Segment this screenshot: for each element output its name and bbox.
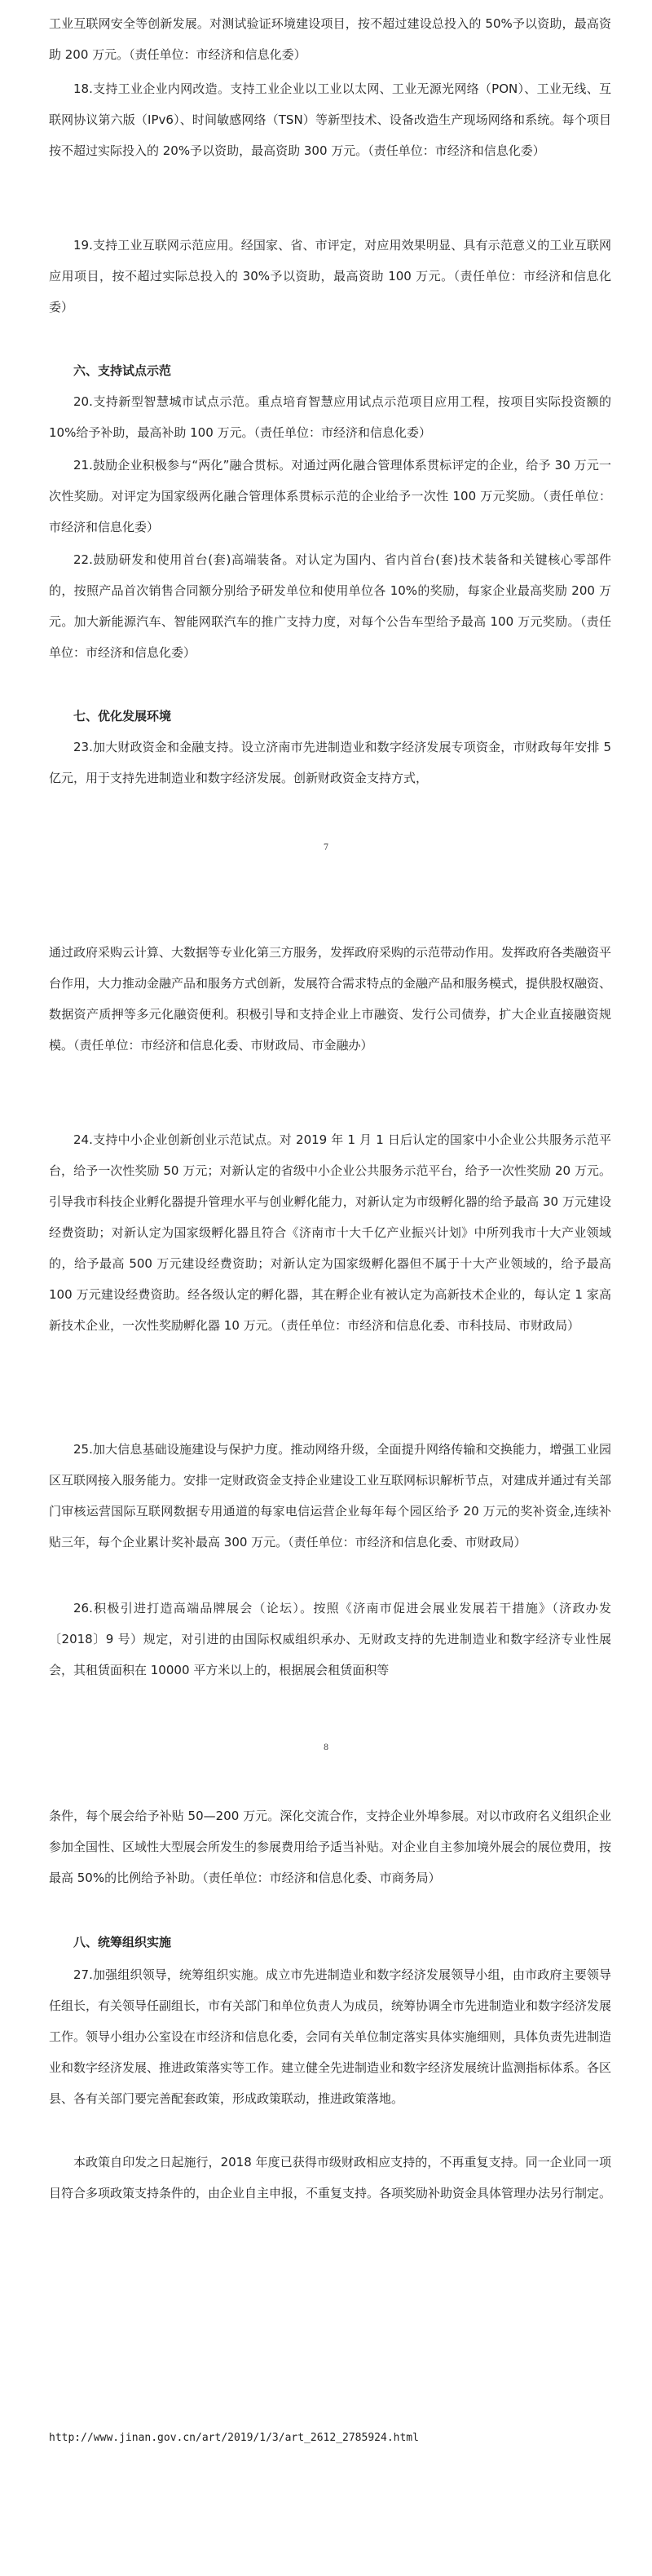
paragraph-17-cont: 工业互联网安全等创新发展。对测试验证环境建设项目，按不超过建设总投入的 50%予以资助，最高资助 200 万元。（责任单位：市经济和信息化委）: [49, 16, 611, 62]
page-number: 8: [323, 1743, 329, 1752]
page-1: [0, 0, 652, 888]
page-number: 7: [323, 843, 329, 852]
paragraph-23: 23.加大财政资金和金融支持。设立济南市先进制造业和数字经济发展专项资金，市财政每年安排 5 亿元，用于支持先进制造业和数字经济发展。创新财政资金支持方式，: [49, 740, 611, 785]
paragraph-18: 18.支持工业企业内网改造。支持工业企业以工业以太网、工业无源光网络（PON）、工业无线、互联网协议第六版（IPv6）、时间敏感网络（TSN）等新型技术、设备改造生产现场网络和系统。每个项目按不超过实际投入的 20%予以资助，最高资助 300 万元。（责任单位：市经济和信息化委）: [49, 81, 611, 158]
paragraph-26: 26.积极引进打造高端品牌展会（论坛）。按照《济南市促进会展业发展若干措施》（济政办发〔2018〕9 号）规定，对引进的由国际权威组织承办、无财政支持的先进制造业和数字经济专业性展会，其租赁面积在 10000 平方米以上的，根据展会租赁面积等: [49, 1601, 611, 1677]
page-3: [0, 1792, 652, 2576]
paragraph-26-cont: 条件，每个展会给予补贴 50—200 万元。深化交流合作，支持企业外埠参展。对以市政府名义组织企业参加全国性、区域性大型展会所发生的参展费用给予适当补贴。对企业自主参加境外展会的展位费用，按最高 50%的比例给予补助。（责任单位：市经济和信息化委、市商务局）: [49, 1809, 612, 1885]
paragraph-20: 20.支持新型智慧城市试点示范。重点培育智慧应用试点示范项目应用工程，按项目实际投资额的 10%给予补助，最高补助 100 万元。（责任单位：市经济和信息化委）: [49, 394, 611, 440]
paragraph-27: 27.加强组织领导，统筹组织实施。成立市先进制造业和数字经济发展领导小组，由市政府主要领导任组长，有关领导任副组长，市有关部门和单位负责人为成员，统筹协调全市先进制造业和数字经济发展工作。领导小组办公室设在市经济和信息化委，会同有关单位制定落实具体实施细则，具体负责先进制造业和数字经济发展、推进政策落实等工作。建立健全先进制造业和数字经济发展统计监测指标体系。各区县、各有关部门要完善配套政策，形成政策联动，推进政策落地。: [49, 1967, 612, 2106]
closing-paragraph: 本政策自印发之日起施行，2018 年度已获得市级财政相应支持的，不再重复支持。同一企业同一项目符合多项政策支持条件的，由企业自主申报，不重复支持。各项奖励补助资金具体管理办法另行制定。: [49, 2155, 612, 2200]
heading-section-6: 六、支持试点示范: [73, 363, 172, 378]
paragraph-25: 25.加大信息基础设施建设与保护力度。推动网络升级，全面提升网络传输和交换能力，增强工业园区互联网接入服务能力。安排一定财政资金支持企业建设工业互联网标识解析节点，对建成并通过有关部门审核运营国际互联网数据专用通道的每家电信运营企业每年每个园区给予 20 万元的奖补资金,连续补贴三年，每个企业累计奖补最高 300 万元。（责任单位：市经济和信息化委、市财政局）: [49, 1442, 612, 1550]
paragraph-19: 19.支持工业互联网示范应用。经国家、省、市评定，对应用效果明显、具有示范意义的工业互联网应用项目，按不超过实际总投入的 30%予以资助，最高资助 100 万元。（责任单位：市经济和信息化委）: [49, 238, 611, 314]
heading-section-7: 七、优化发展环境: [73, 709, 172, 723]
heading-section-8: 八、统筹组织实施: [73, 1935, 172, 1950]
paragraph-23-cont: 通过政府采购云计算、大数据等专业化第三方服务，发挥政府采购的示范带动作用。发挥政府各类融资平台作用，大力推动金融产品和服务方式创新，发展符合需求特点的金融产品和服务模式，提供股权融资、数据资产质押等多元化融资便利。积极引导和支持企业上市融资、发行公司债券，扩大企业直接融资规模。（责任单位：市经济和信息化委、市财政局、市金融办）: [49, 945, 612, 1053]
page-2: [0, 888, 652, 1760]
paragraph-22: 22.鼓励研发和使用首台(套)高端装备。对认定为国内、省内首台(套)技术装备和关键核心零部件的，按照产品首次销售合同额分别给予研发单位和使用单位各 10%的奖励，每家企业最高奖励 200 万元。加大新能源汽车、智能网联汽车的推广支持力度，对每个公告车型给予最高 100 万元奖励。（责任单位：市经济和信息化委）: [49, 552, 611, 660]
paragraph-24: 24.支持中小企业创新创业示范试点。对 2019 年 1 月 1 日后认定的国家中小企业公共服务示范平台，给予一次性奖励 50 万元；对新认定的省级中小企业公共服务示范平台，给予一次性奖励 20 万元。引导我市科技企业孵化器提升管理水平与创业孵化能力，对新认定为市级孵化器的给予最高 30 万元建设经费资助；对新认定为国家级孵化器且符合《济南市十大千亿产业振兴计划》中所列我市十大产业领域的，给予最高 500 万元建设经费资助；对新认定为国家级孵化器但不属于十大产业领域的，给予最高 100 万元建设经费资助。经各级认定的孵化器，其在孵企业有被认定为高新技术企业的，每认定 1 家高新技术企业，一次性奖励孵化器 10 万元。（责任单位：市经济和信息化委、市科技局、市财政局）: [49, 1132, 611, 1333]
source-url: http://www.jinan.gov.cn/art/2019/1/3/art_2612_2785924.html: [49, 2432, 419, 2444]
paragraph-21: 21.鼓励企业积极参与“两化”融合贯标。对通过两化融合管理体系贯标评定的企业，给予 30 万元一次性奖励。对评定为国家级两化融合管理体系贯标示范的企业给予一次性 100 万元奖励。（责任单位：市经济和信息化委）: [49, 458, 611, 534]
